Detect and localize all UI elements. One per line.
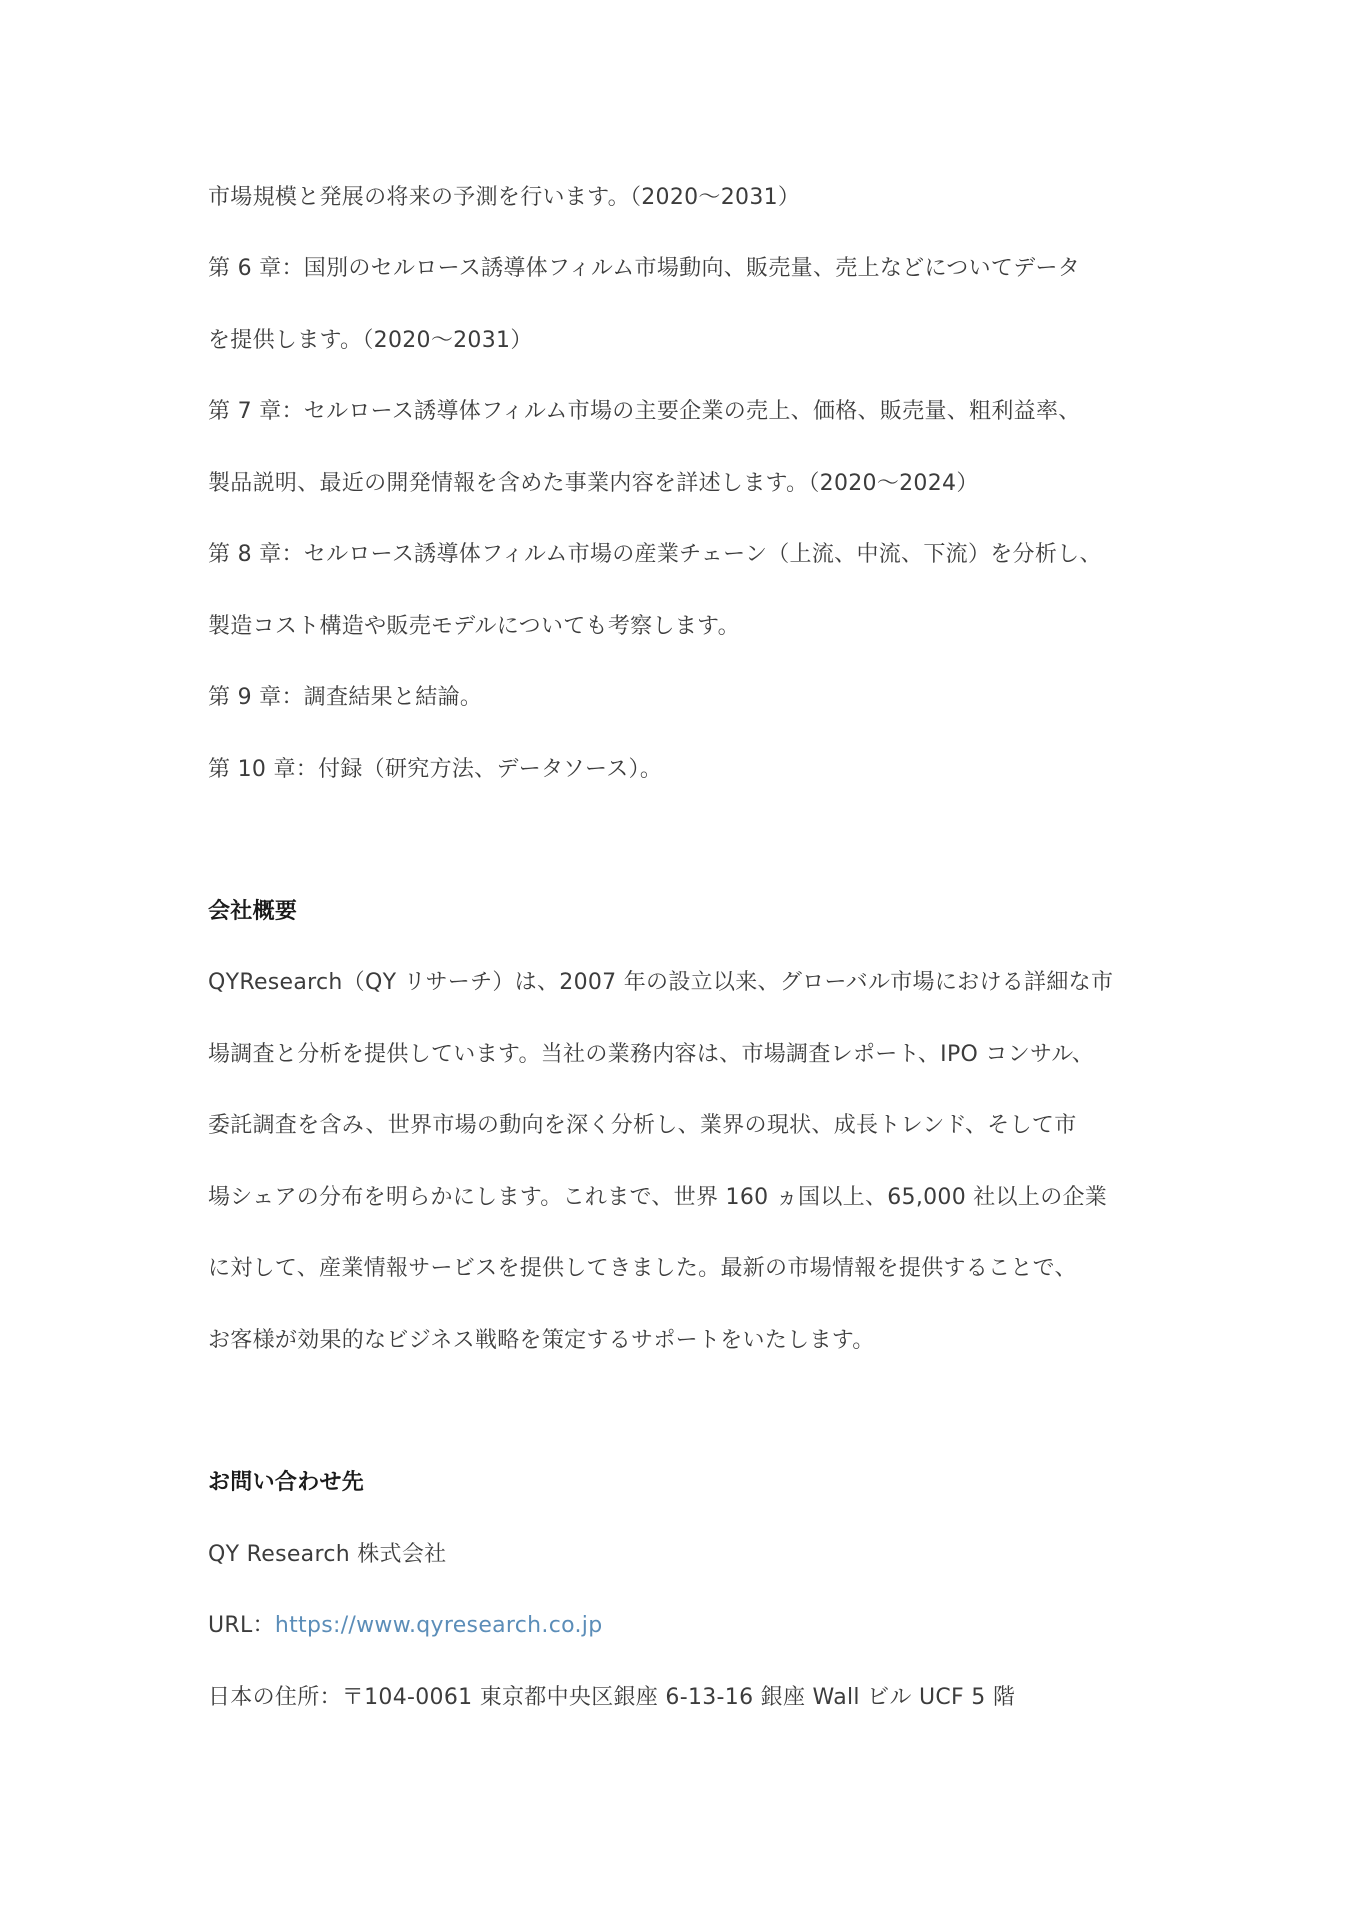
chapter-text-line: 第 6 章：国別のセルロース誘導体フィルム市場動向、販売量、売上などについてデータ: [208, 256, 1081, 281]
chapter-text-line: 第 7 章：セルロース誘導体フィルム市場の主要企業の売上、価格、販売量、粗利益率、: [208, 399, 1081, 424]
contact-address: 日本の住所：〒104-0061 東京都中央区銀座 6-13-16 銀座 Wall ビル UCF 5 階: [208, 1685, 1016, 1710]
chapter-text-line: 第 9 章：調査結果と結論。: [208, 685, 483, 710]
company-text-line: 場シェアの分布を明らかにします。これまで、世界 160 ヵ国以上、65,000 社以上の企業: [208, 1185, 1108, 1210]
chapter-text-line: 製品説明、最近の開発情報を含めた事業内容を詳述します。（2020～2024）: [208, 471, 979, 496]
contact-heading: お問い合わせ先: [208, 1470, 365, 1495]
company-website-link[interactable]: https://www.qyresearch.co.jp: [274, 1613, 603, 1638]
chapter-text-line: を提供します。（2020～2031）: [208, 328, 533, 353]
company-text-line: お客様が効果的なビジネス戦略を策定するサポートをいたします。: [208, 1328, 875, 1353]
chapter-text-line: 第 10 章：付録（研究方法、データソース）。: [208, 757, 663, 782]
contact-company-name: QY Research 株式会社: [208, 1542, 447, 1567]
company-text-line: に対して、産業情報サービスを提供してきました。最新の市場情報を提供することで、: [208, 1256, 1077, 1281]
company-text-line: 場調査と分析を提供しています。当社の業務内容は、市場調査レポート、IPO コンサル、: [208, 1042, 1095, 1067]
company-overview-heading: 会社概要: [208, 899, 298, 924]
company-text-line: 委託調査を含み、世界市場の動向を深く分析し、業界の現状、成長トレンド、そして市: [208, 1113, 1077, 1138]
url-label: URL：: [208, 1613, 275, 1638]
company-text-line: QYResearch（QY リサーチ）は、2007 年の設立以来、グローバル市場における詳細な市: [208, 970, 1114, 995]
chapter-text-line: 市場規模と発展の将来の予測を行います。（2020～2031）: [208, 185, 801, 210]
contact-url-line: [208, 1609, 602, 1643]
chapter-text-line: 製造コスト構造や販売モデルについても考察します。: [208, 614, 740, 639]
chapter-text-line: 第 8 章：セルロース誘導体フィルム市場の産業チェーン（上流、中流、下流）を分析し、: [208, 542, 1102, 567]
